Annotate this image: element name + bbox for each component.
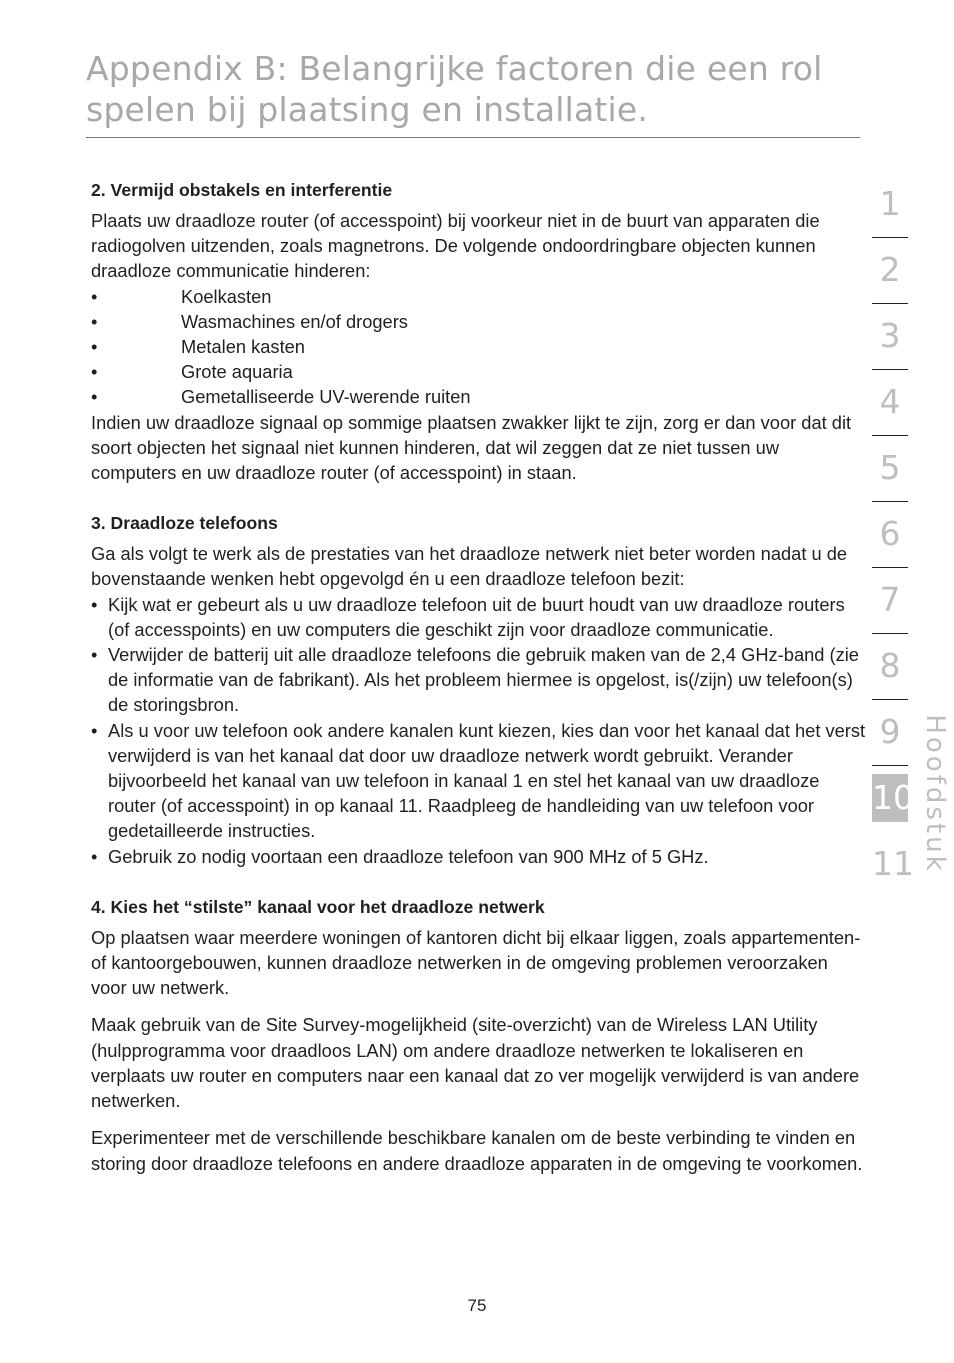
- document-body: [91, 178, 866, 1176]
- chapter-tab-6[interactable]: [872, 502, 908, 568]
- chapter-tab-1[interactable]: [872, 172, 908, 238]
- obstacle-list: [91, 284, 866, 410]
- list-item: • Wasmachines en/of drogers: [91, 309, 866, 334]
- chapter-tab-8[interactable]: [872, 634, 908, 700]
- paragraph: Plaats uw draadloze router (of accesspoint) bij voorkeur niet in de buurt van apparaten die radiogolven uitzenden, zoals magnetrons. De volgende ondoordringbare objecten kunnen draadloze communicatie hinderen:: [91, 210, 820, 282]
- page-title: Appendix B: Belangrijke factoren die een rol spelen bij plaatsing en installatie.: [86, 49, 823, 129]
- paragraph: Indien uw draadloze signaal op sommige plaatsen zwakker lijkt te zijn, zorg er dan voor dat dit soort objecten het signaal niet kunnen hinderen, dat wil zeggen dat ze niet tussen uw computers en uw draadloze router (of accesspoint) in staan.: [91, 411, 852, 484]
- list-item: • Gemetalliseerde UV-werende ruiten: [91, 384, 866, 409]
- chapter-number: 8: [879, 646, 901, 685]
- chapter-number: 4: [879, 382, 901, 421]
- section-heading: 4. Kies het “stilste” kanaal voor het draadloze netwerk: [91, 896, 545, 917]
- chapter-tab-2[interactable]: [872, 238, 908, 304]
- chapter-number: 10: [872, 774, 908, 822]
- chapter-number: 5: [879, 448, 901, 487]
- chapter-number: 9: [879, 712, 901, 751]
- paragraph: Ga als volgt te werk als de prestaties van het draadloze netwerk niet beter worden nadat u de bovenstaande wenken hebt opgevolgd én u een draadloze telefoon bezit:: [91, 543, 848, 590]
- list-item: • Verwijder de batterij uit alle draadloze telefoons die gebruik maken van de 2,4 GHz-band (zie de informatie van de fabrikant). Als het probleem hiermee is opgelost, is(/zijn) uw telefoon(s) de storingsbron.: [91, 642, 866, 718]
- chapter-tab-10-active[interactable]: [872, 766, 914, 832]
- chapter-tab-9[interactable]: [872, 700, 908, 766]
- chapter-number: 7: [879, 580, 901, 619]
- chapter-number: 6: [879, 514, 901, 553]
- list-item: • Als u voor uw telefoon ook andere kanalen kunt kiezen, kies dan voor het kanaal dat het verst verwijderd is van het kanaal dat door uw draadloze netwerk wordt gebruikt. Verander bijvoorbeeld het kanaal van uw telefoon in kanaal 1 en stel het kanaal van uw draadloze router (of accesspoint) in op kanaal 11. Raadpleeg de handleiding van uw telefoon voor gedetailleerde instructies.: [91, 718, 866, 844]
- chapter-number: 3: [879, 316, 901, 355]
- chapter-tab-5[interactable]: [872, 436, 908, 502]
- chapter-tab-3[interactable]: [872, 304, 908, 370]
- chapter-nav: [872, 172, 914, 898]
- paragraph: Experimenteer met de verschillende beschikbare kanalen om de beste verbinding te vinden en storing door draadloze telefoons en andere draadloze apparaten in de omgeving te voorkomen.: [91, 1127, 863, 1174]
- list-item: • Koelkasten: [91, 284, 866, 309]
- phone-tips-list: [91, 592, 866, 869]
- paragraph: Op plaatsen waar meerdere woningen of kantoren dicht bij elkaar liggen, zoals appartementen- of kantoorgebouwen, kunnen draadloze netwerken in de omgeving problemen veroorzaken voor uw netwerk.: [91, 926, 861, 999]
- chapter-number: 1: [879, 184, 901, 223]
- title-divider: [86, 137, 860, 138]
- chapter-tab-4[interactable]: [872, 370, 908, 436]
- chapter-tab-11[interactable]: [872, 832, 914, 898]
- chapter-label: Hoofdstuk: [920, 714, 950, 874]
- section-heading: 3. Draadloze telefoons: [91, 513, 278, 534]
- chapter-number: 11: [872, 844, 914, 883]
- page-number: 75: [467, 1296, 487, 1315]
- list-item: • Metalen kasten: [91, 334, 866, 359]
- list-item: • Grote aquaria: [91, 359, 866, 384]
- chapter-number: 2: [879, 250, 901, 289]
- list-item: • Kijk wat er gebeurt als u uw draadloze telefoon uit de buurt houdt van uw draadloze routers (of accesspoints) en uw computers die geschikt zijn voor draadloze communicatie.: [91, 592, 866, 642]
- list-item: • Gebruik zo nodig voortaan een draadloze telefoon van 900 MHz of 5 GHz.: [91, 844, 866, 869]
- paragraph: Maak gebruik van de Site Survey-mogelijkheid (site-overzicht) van de Wireless LAN Utility (hulpprogramma voor draadloos LAN) om andere draadloze netwerken te lokaliseren en verplaats uw router en computers naar een kanaal dat zo ver mogelijk verwijderd is van andere netwerken.: [91, 1014, 860, 1112]
- chapter-tab-7[interactable]: [872, 568, 908, 634]
- section-heading: 2. Vermijd obstakels en interferentie: [91, 180, 393, 200]
